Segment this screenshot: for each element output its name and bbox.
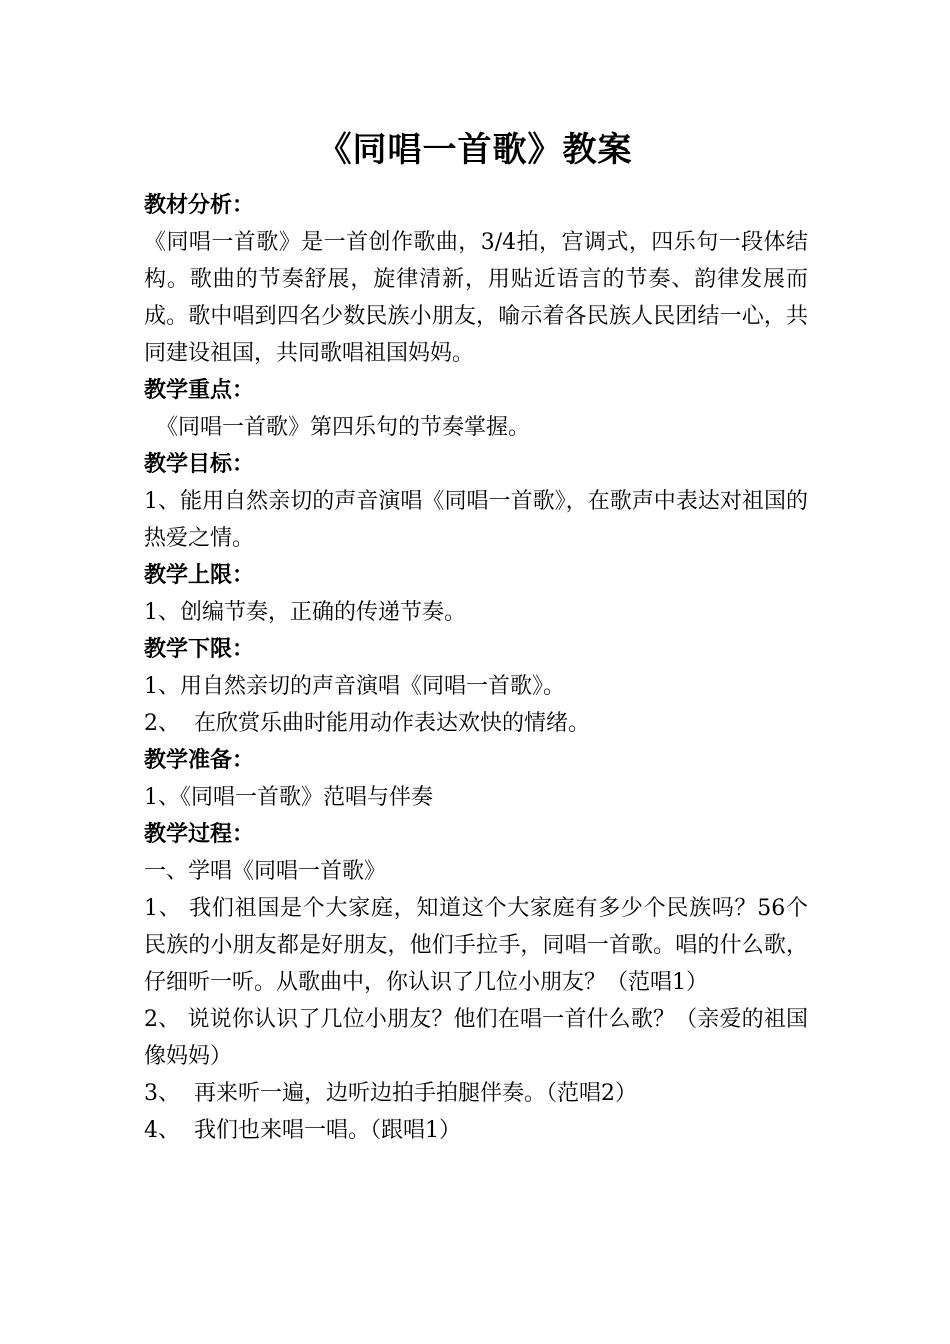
key-point-text: 《同唱一首歌》第四乐句的节奏掌握。 [156,415,531,440]
lower-limit-item-2: 2、 在欣赏乐曲时能用动作表达欢快的情绪。 [144,711,590,736]
heading-lower-limit: 教学下限： [144,636,255,662]
process-item-3: 3、 再来听一遍，边听边拍手拍腿伴奏。（范唱2） [144,1081,637,1106]
heading-upper-limit: 教学上限： [144,562,255,588]
process-item-1: 1、 我们祖国是个大家庭，知道这个大家庭有多少个民族吗？56个民族的小朋友都是好朋友，他们手拉手，同唱一首歌。唱的什么歌，仔细听一听。从歌曲中，你认识了几位小朋友？（范唱1） [144,896,808,995]
document-body [144,187,808,1149]
process-item-2: 2、 说说你认识了几位小朋友？他们在唱一首什么歌？（亲爱的祖国像妈妈） [144,1007,808,1069]
lower-limit-item-1: 1、用自然亲切的声音演唱《同唱一首歌》。 [144,674,565,699]
heading-analysis: 教材分析： [144,192,255,218]
analysis-text: 《同唱一首歌》是一首创作歌曲，3/4拍，宫调式，四乐句一段体结构。歌曲的节奏舒展，旋律清新，用贴近语言的节奏、韵律发展而成。歌中唱到四名少数民族小朋友，喻示着各民族人民团结一心，共同建设祖国，共同歌唱祖国妈妈。 [144,230,808,366]
goal-item-1: 1、能用自然亲切的声音演唱《同唱一首歌》，在歌声中表达对祖国的热爱之情。 [144,489,808,551]
heading-goals: 教学目标： [144,451,255,477]
process-item-4: 4、 我们也来唱一唱。（跟唱1） [144,1118,461,1143]
heading-process: 教学过程： [144,821,255,847]
process-item-0: 一、学唱《同唱一首歌》 [144,859,387,884]
upper-limit-item-1: 1、创编节奏，正确的传递节奏。 [144,600,466,625]
preparation-item-1: 1、《同唱一首歌》范唱与伴奏 [144,785,433,810]
heading-preparation: 教学准备： [144,747,255,773]
document-title: 《同唱一首歌》教案 [317,130,633,170]
heading-key-point: 教学重点： [144,377,255,403]
